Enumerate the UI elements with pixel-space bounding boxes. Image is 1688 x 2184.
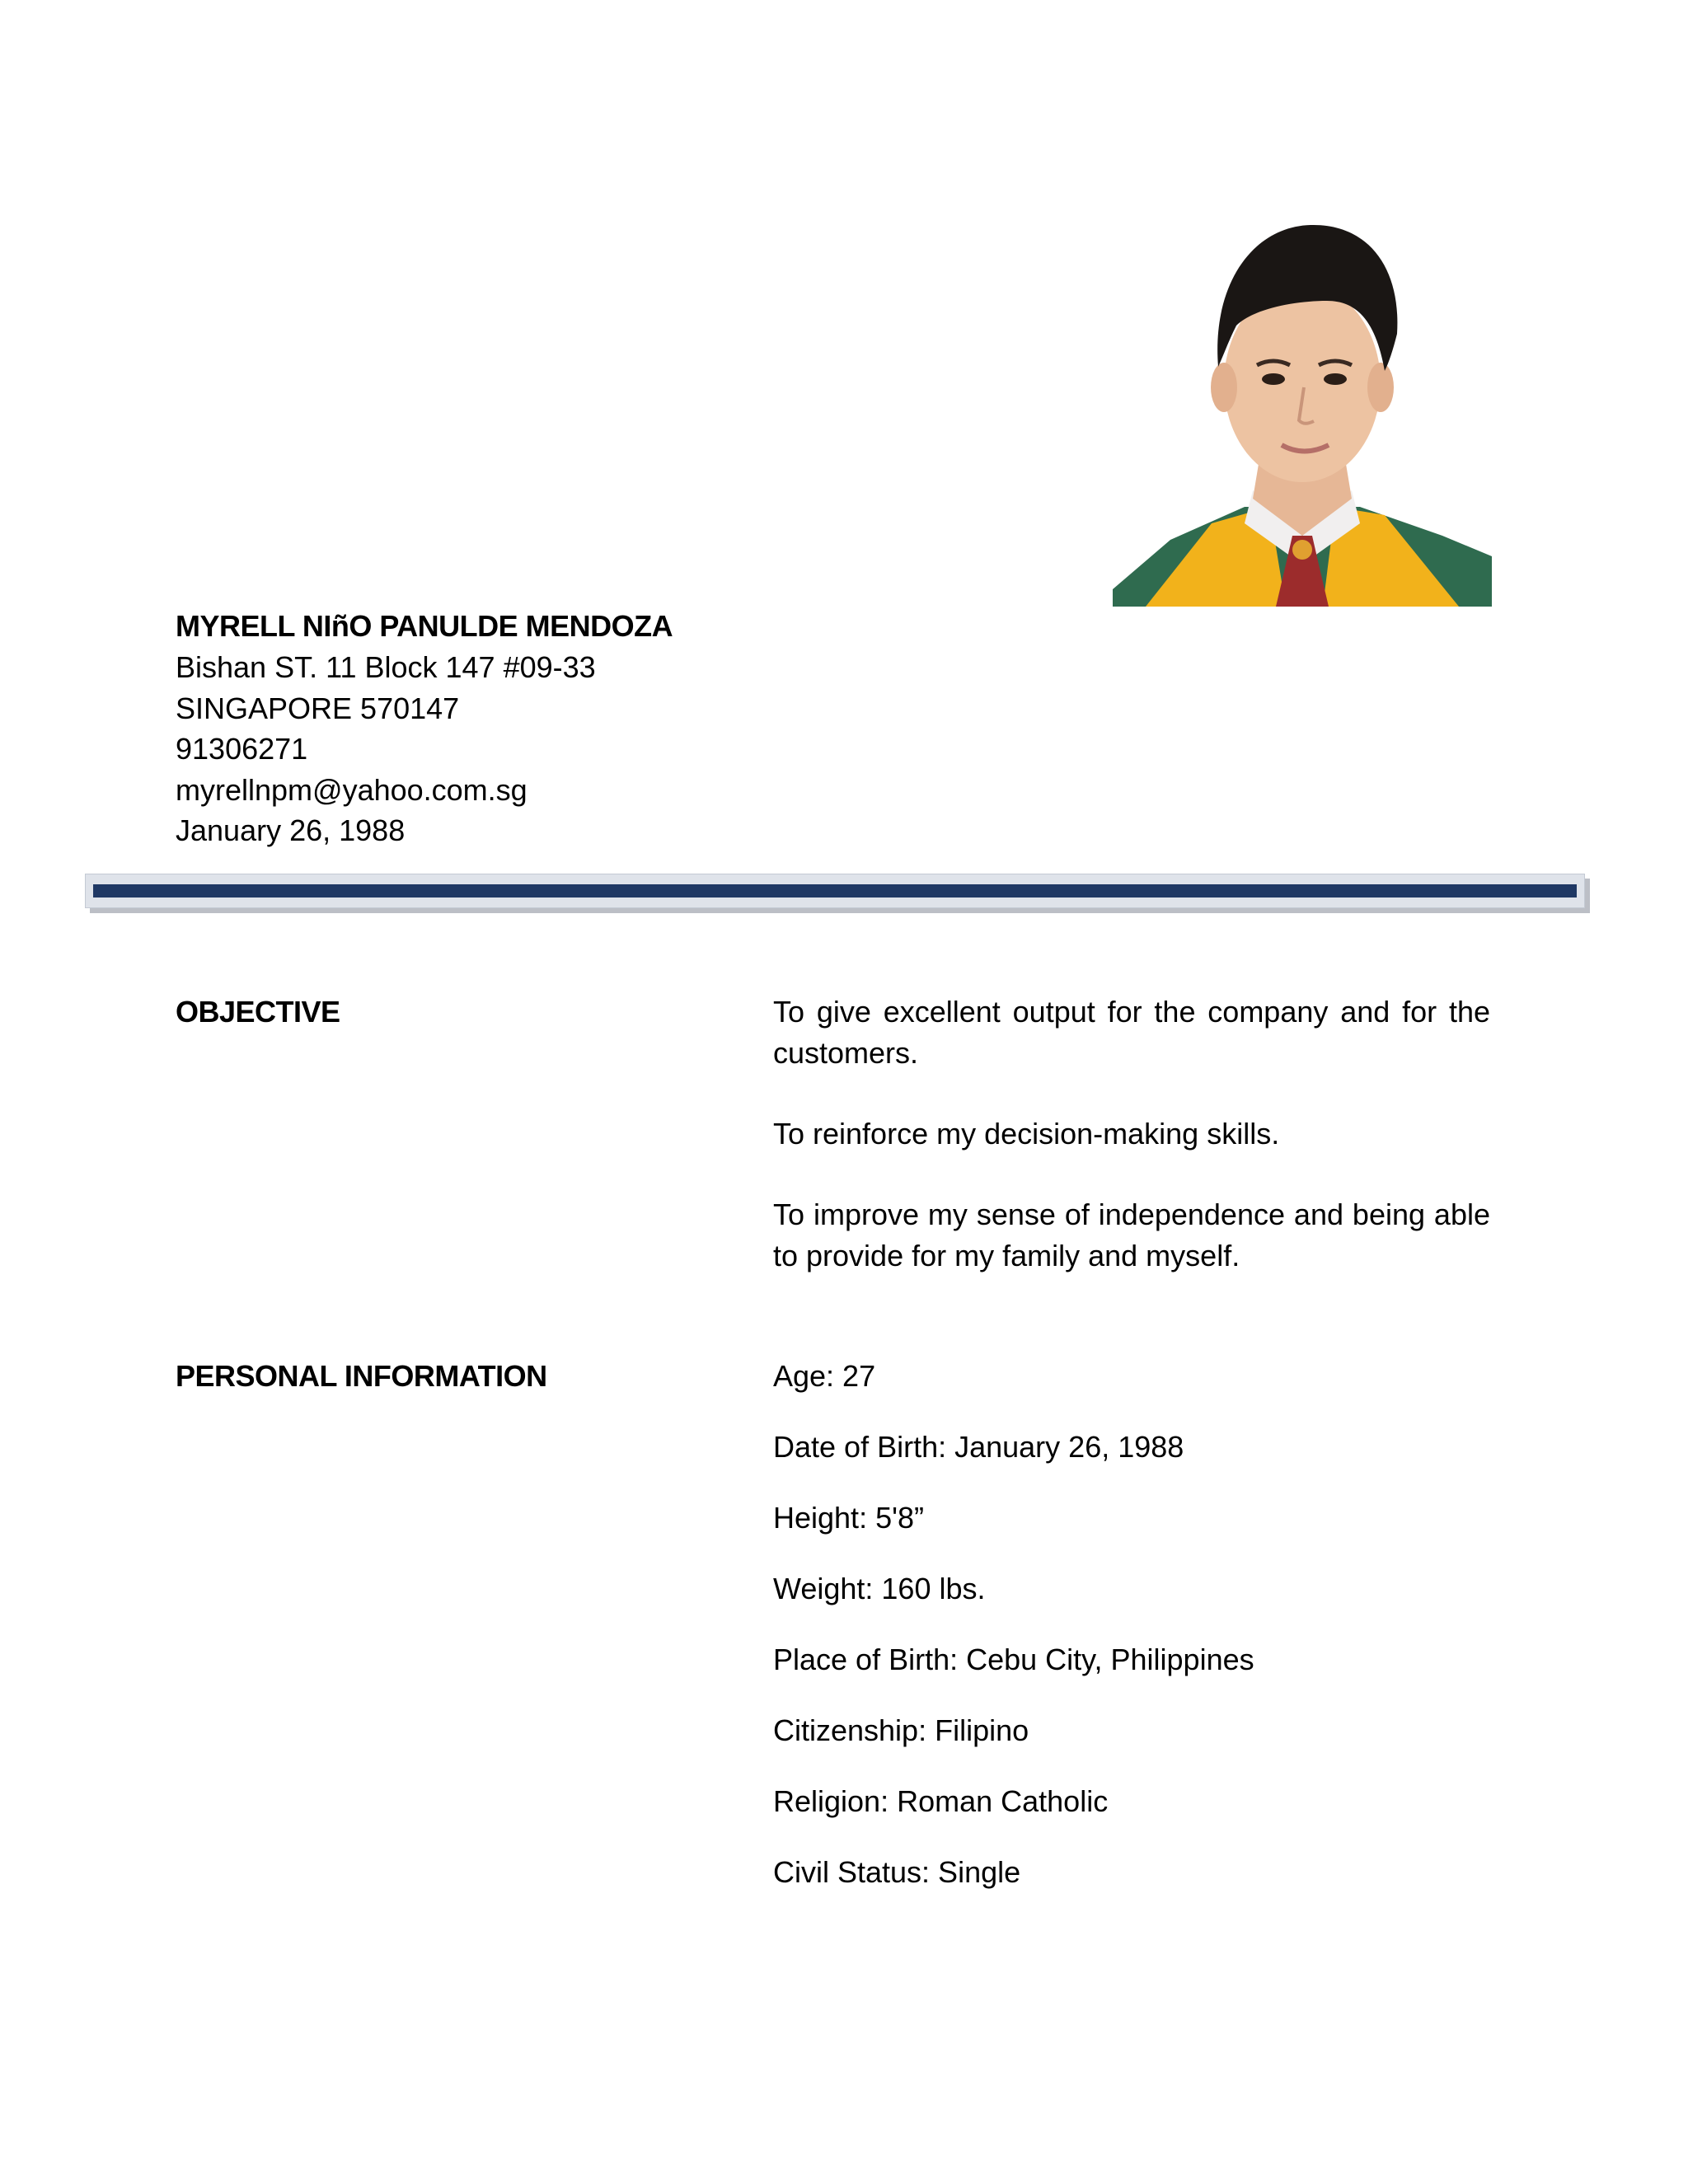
address-line-2: SINGAPORE 570147	[176, 691, 460, 725]
objective-heading: OBJECTIVE	[176, 995, 340, 1029]
info-age: Age: 27	[773, 1359, 876, 1393]
phone-number: 91306271	[176, 732, 308, 766]
info-religion: Religion: Roman Catholic	[773, 1784, 1109, 1818]
personal-info-list	[773, 1356, 1490, 1923]
objective-paragraph-1: To give excellent output for the company and for the customers.	[773, 995, 1490, 1070]
profile-photo	[1113, 210, 1492, 607]
divider-bar	[93, 884, 1577, 898]
objective-paragraph-3: To improve my sense of independence and being able to provide for my family and myself.	[773, 1197, 1490, 1272]
objective-content	[773, 991, 1490, 1316]
objective-paragraph-2: To reinforce my decision-making skills.	[773, 1117, 1280, 1151]
info-place-of-birth: Place of Birth: Cebu City, Philippines	[773, 1643, 1254, 1676]
personal-info-heading: PERSONAL INFORMATION	[176, 1359, 547, 1393]
full-name: MYRELL NIñO PANULDE MENDOZA	[176, 609, 673, 643]
email-address: myrellnpm@yahoo.com.sg	[176, 772, 528, 807]
info-date-of-birth: Date of Birth: January 26, 1988	[773, 1430, 1184, 1464]
section-divider	[85, 874, 1590, 912]
info-weight: Weight: 160 lbs.	[773, 1572, 986, 1605]
info-citizenship: Citizenship: Filipino	[773, 1713, 1029, 1747]
info-height: Height: 5'8”	[773, 1501, 924, 1535]
contact-header	[176, 606, 1000, 851]
info-civil-status: Civil Status: Single	[773, 1855, 1021, 1889]
address-line-1: Bishan ST. 11 Block 147 #09-33	[176, 650, 596, 684]
birth-date: January 26, 1988	[176, 813, 406, 847]
